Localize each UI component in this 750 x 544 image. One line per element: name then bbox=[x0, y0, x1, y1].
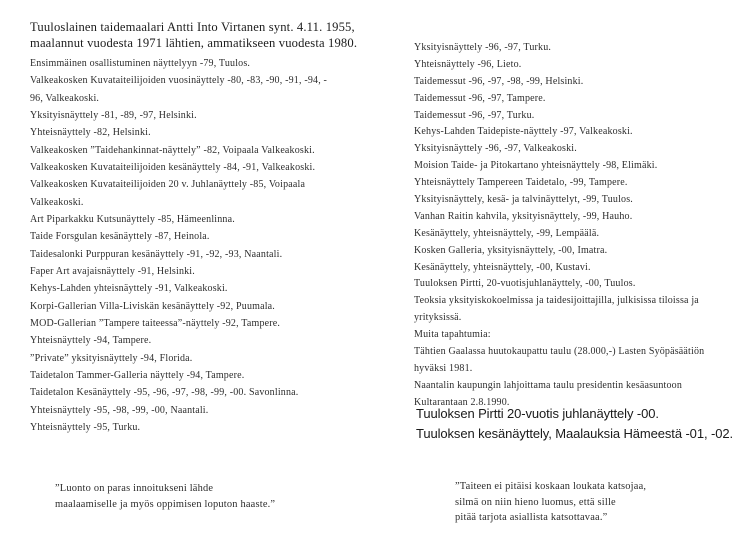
exhibition-entry: MOD-Gallerian ”Tampere taiteessa”-näyttely -92, Tampere. bbox=[30, 317, 281, 329]
exhibition-entry: Faper Art avajaisnäyttely -91, Helsinki. bbox=[30, 265, 195, 277]
exhibition-entry: Kehys-Lahden Taidepiste-näyttely -97, Valkeakoski. bbox=[414, 126, 633, 138]
exhibition-entry: Ensimmäinen osallistuminen näyttelyyn -79, Tuulos. bbox=[30, 58, 251, 69]
exhibition-entry: Yksityisnäyttely, kesä- ja talvinäyttelyt, -99, Tuulos. bbox=[414, 194, 633, 206]
exhibition-entry: Yhteisnäyttely -95, -98, -99, -00, Naantali. bbox=[30, 404, 209, 416]
exhibition-entry: 96, Valkeakoski. bbox=[30, 92, 100, 104]
exhibition-entry: Yksityisnäyttely -81, -89, -97, Helsinki. bbox=[30, 109, 197, 121]
quote-line: maalaamiselle ja myös oppimisen loputon haaste.” bbox=[55, 498, 276, 510]
exhibition-entry: Taidemessut -96, -97, Tampere. bbox=[414, 92, 546, 104]
intro-line: Tuuloslainen taidemaalari Antti Into Virtanen synt. 4.11. 1955, bbox=[30, 20, 355, 34]
exhibition-entry: Yhteisnäyttely Tampereen Taidetalo, -99, Tampere. bbox=[414, 177, 628, 189]
exhibition-entry: Valkeakosken Kuvataiteilijoiden 20 v. Juhlanäyttely -85, Voipaala bbox=[30, 179, 306, 191]
exhibition-entry: Valkeakoski. bbox=[30, 196, 84, 208]
quote-left bbox=[55, 481, 275, 512]
exhibition-entry: Muita tapahtumia: bbox=[414, 329, 491, 341]
exhibition-entry: Taidetalon Tammer-Galleria näyttely -94, Tampere. bbox=[30, 369, 245, 381]
quote-line: silmä on niin hieno luomus, että sille bbox=[455, 496, 616, 508]
exhibition-list-right bbox=[414, 40, 704, 412]
exhibition-entry: Moision Taide- ja Pitokartano yhteisnäyttely -98, Elimäki. bbox=[414, 160, 658, 172]
exhibition-entry: Korpi-Gallerian Villa-Liviskän kesänäyttely -92, Puumala. bbox=[30, 300, 275, 312]
exhibition-entry: Taide Forsgulan kesänäyttely -87, Heinola. bbox=[30, 231, 210, 243]
exhibition-entry: Taidemessut -96, -97, -98, -99, Helsinki. bbox=[414, 75, 584, 87]
exhibition-entry: Yhteisnäyttely -94, Tampere. bbox=[30, 335, 152, 347]
exhibition-list-left bbox=[30, 55, 327, 436]
recent-exhibitions bbox=[416, 404, 733, 443]
exhibition-entry: Kosken Galleria, yksityisnäyttely, -00, Imatra. bbox=[414, 244, 608, 256]
exhibition-entry: Yksityisnäyttely -96, -97, Turku. bbox=[414, 42, 552, 53]
exhibition-entry: Vanhan Raitin kahvila, yksityisnäyttely, -99, Hauho. bbox=[414, 210, 633, 222]
artist-intro bbox=[30, 20, 357, 52]
exhibition-entry: Kesänäyttely, yhteisnäyttely, -00, Kustavi. bbox=[414, 261, 591, 273]
exhibition-entry: ”Private” yksityisnäyttely -94, Florida. bbox=[30, 352, 193, 364]
exhibition-entry: Yksityisnäyttely -96, -97, Valkeakoski. bbox=[414, 143, 577, 155]
exhibition-entry: Art Piparkakku Kutsunäyttely -85, Hämeenlinna. bbox=[30, 213, 235, 225]
quote-right bbox=[455, 479, 646, 526]
exhibition-entry: Valkeakosken ”Taidehankinnat-näyttely” -82, Voipaala Valkeakoski. bbox=[30, 144, 315, 156]
exhibition-entry: Kesänäyttely, yhteisnäyttely, -99, Lempäälä. bbox=[414, 227, 600, 239]
exhibition-entry: Yhteisnäyttely -96, Lieto. bbox=[414, 58, 522, 70]
exhibition-entry: Taidemessut -96, -97, Turku. bbox=[414, 109, 535, 121]
quote-line: ”Luonto on paras innoitukseni lähde bbox=[55, 483, 214, 494]
exhibition-entry: Tuuloksen Pirtti, 20-vuotisjuhlanäyttely, -00, Tuulos. bbox=[414, 278, 636, 290]
exhibition-entry: Taidetalon Kesänäyttely -95, -96, -97, -98, -99, -00. Savonlinna. bbox=[30, 387, 299, 399]
exhibition-entry: Teoksia yksityiskokoelmissa ja taidesijoittajilla, julkisissa tiloissa ja bbox=[414, 295, 699, 307]
exhibition-entry: Yhteisnäyttely -82, Helsinki. bbox=[30, 127, 151, 139]
exhibition-entry: Naantalin kaupungin lahjoittama taulu presidentin kesäasuntoon bbox=[414, 379, 683, 391]
quote-line: ”Taiteen ei pitäisi koskaan loukata katsojaa, bbox=[455, 481, 647, 492]
intro-line: maalannut vuodesta 1971 lähtien, ammatikseen vuodesta 1980. bbox=[30, 35, 358, 50]
recent-exhibition-entry: Tuuloksen kesänäyttely, Maalauksia Hämeestä -01, -02. bbox=[416, 425, 733, 441]
exhibition-entry: Valkeakosken Kuvataiteilijoiden vuosinäyttely -80, -83, -90, -91, -94, - bbox=[30, 75, 328, 87]
exhibition-entry: yrityksissä. bbox=[414, 312, 462, 324]
exhibition-entry: Valkeakosken Kuvataiteilijoiden kesänäyttely -84, -91, Valkeakoski. bbox=[30, 161, 316, 173]
quote-line: pitää tarjota asiallista katsottavaa.” bbox=[455, 512, 608, 524]
exhibition-entry: Taidesalonki Purppuran kesänäyttely -91, -92, -93, Naantali. bbox=[30, 248, 283, 260]
exhibition-entry: Tähtien Gaalassa huutokaupattu taulu (28.000,-) Lasten Syöpäsäätiön bbox=[414, 346, 705, 358]
exhibition-entry: Kehys-Lahden yhteisnäyttely -91, Valkeakoski. bbox=[30, 283, 228, 295]
recent-exhibition-entry: Tuuloksen Pirtti 20-vuotis juhlanäyttely -00. bbox=[416, 406, 659, 421]
exhibition-entry: Kultarantaan 2.8.1990. bbox=[414, 396, 510, 408]
exhibition-entry: Yhteisnäyttely -95, Turku. bbox=[30, 421, 141, 433]
exhibition-entry: hyväksi 1981. bbox=[414, 362, 473, 374]
